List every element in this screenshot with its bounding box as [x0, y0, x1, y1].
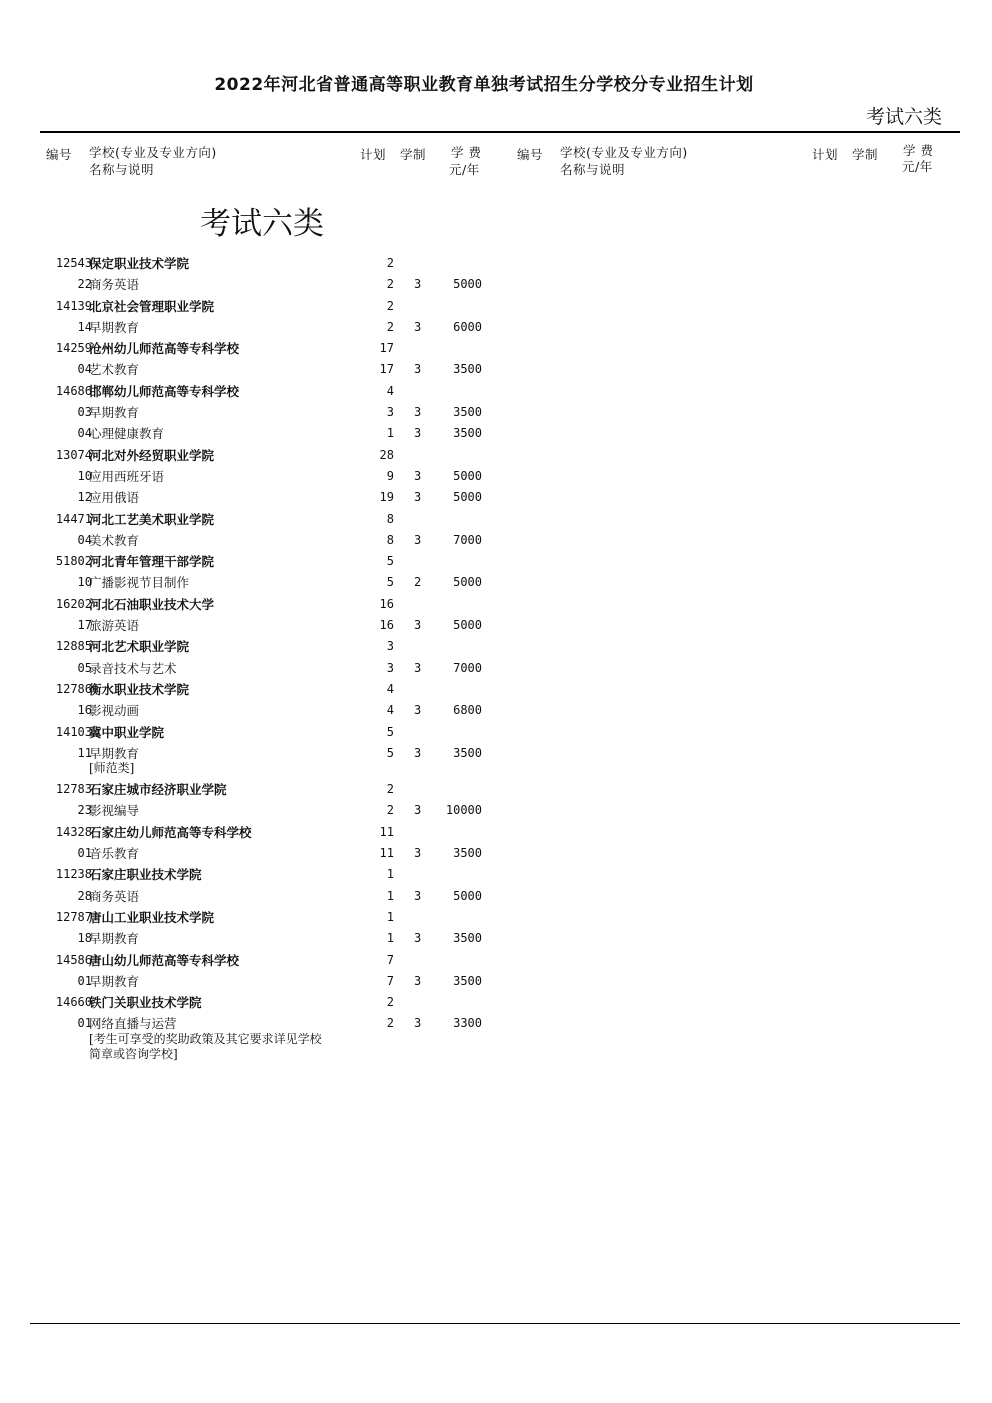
- plan-count: 17: [379, 341, 394, 356]
- major-code: 01: [77, 1016, 92, 1031]
- plan-count: 19: [379, 490, 394, 505]
- header-fee: 学 费: [903, 143, 934, 158]
- school-name: 保定职业技术学院: [89, 256, 190, 271]
- plan-count: 2: [386, 995, 394, 1010]
- plan-count: 1: [386, 867, 394, 882]
- school-code: 12543: [55, 256, 92, 270]
- plan-count: 5: [386, 745, 394, 760]
- tuition-fee: 5000: [453, 575, 482, 590]
- school-code: 51802: [55, 554, 92, 569]
- major-name: 影视动画: [89, 703, 140, 719]
- tuition-fee: 3500: [453, 426, 482, 441]
- major-row: [0, 928, 500, 949]
- major-name: 早期教育: [89, 931, 140, 947]
- header-code: 编号: [517, 147, 544, 162]
- school-code: 12885: [55, 639, 92, 654]
- major-name: 音乐教育: [89, 846, 140, 862]
- plan-count: 2: [386, 782, 394, 797]
- plan-count: 11: [379, 846, 394, 861]
- plan-count: 3: [386, 639, 394, 654]
- header-school: 学校(专业及专业方向): [89, 145, 217, 160]
- school-row: [0, 381, 500, 402]
- header-school: 学校(专业及专业方向): [560, 145, 688, 160]
- tuition-fee: 6000: [453, 319, 482, 334]
- tuition-fee: 10000: [445, 803, 482, 818]
- major-row: [0, 359, 500, 380]
- plan-count: 2: [386, 298, 394, 313]
- footer-divider: [30, 1323, 960, 1324]
- major-name: 早期教育: [89, 973, 140, 989]
- major-name: 应用西班牙语: [89, 468, 165, 484]
- study-years: 3: [414, 931, 422, 946]
- tuition-fee: 3300: [453, 1016, 482, 1031]
- major-name: 影视编导: [89, 803, 140, 819]
- major-row: [0, 530, 500, 551]
- major-row: [0, 402, 500, 423]
- tuition-fee: 3500: [453, 846, 482, 861]
- major-row: [0, 423, 500, 444]
- plan-count: 16: [379, 618, 394, 633]
- study-years: 3: [414, 362, 422, 377]
- enrollment-table: [0, 253, 500, 1065]
- plan-count: 5: [386, 554, 394, 569]
- school-name: 沧州幼儿师范高等专科学校: [89, 341, 240, 357]
- study-years: 3: [414, 888, 422, 903]
- major-code: 18: [77, 931, 92, 946]
- plan-count: 1: [386, 426, 394, 441]
- school-code: 13074: [55, 447, 92, 462]
- header-fee-unit: 元/年: [902, 159, 933, 174]
- school-row: [0, 907, 500, 928]
- plan-count: 5: [386, 724, 394, 739]
- school-row: [0, 253, 500, 274]
- school-row: [0, 338, 500, 359]
- plan-count: 7: [386, 952, 394, 967]
- school-row: [0, 509, 500, 530]
- school-name: 河北青年管理干部学院: [89, 554, 215, 570]
- major-name: 网络直播与运营: [89, 1016, 177, 1032]
- major-code: 04: [77, 426, 92, 441]
- study-years: 3: [414, 1016, 422, 1031]
- school-name: 北京社会管理职业学院: [89, 298, 215, 314]
- major-row: [0, 800, 500, 821]
- major-row: [0, 843, 500, 864]
- major-code: 01: [77, 973, 92, 988]
- major-name: 早期教育: [89, 405, 140, 421]
- plan-count: 28: [379, 447, 394, 462]
- plan-count: 4: [386, 681, 394, 696]
- major-code: 10: [77, 575, 92, 590]
- major-name: 艺术教育: [89, 362, 140, 378]
- header-code: 编号: [46, 147, 73, 162]
- school-code: 14103: [55, 724, 92, 739]
- major-row: [0, 971, 500, 992]
- school-code: 14586: [55, 952, 92, 967]
- major-code: 16: [77, 703, 92, 718]
- school-name: 石家庄幼儿师范高等专科学校: [89, 824, 252, 840]
- school-code: 14471: [55, 511, 92, 526]
- school-code: 14660: [55, 995, 92, 1010]
- tuition-fee: 3500: [453, 362, 482, 377]
- school-row: [0, 822, 500, 843]
- major-name: 录音技术与艺术: [89, 660, 177, 676]
- major-name: 美术教育: [89, 532, 140, 548]
- plan-count: 2: [386, 277, 394, 292]
- plan-count: 1: [386, 909, 394, 924]
- school-name: 铁门关职业技术学院: [89, 995, 202, 1011]
- school-code: 14139: [55, 298, 92, 313]
- study-years: 3: [414, 973, 422, 988]
- major-code: 05: [77, 660, 92, 675]
- study-years: 3: [414, 277, 422, 292]
- school-code: 14328: [55, 824, 92, 839]
- header-fee: 学 费: [451, 145, 482, 160]
- school-code: 16202: [55, 596, 92, 611]
- school-name: 河北石油职业技术大学: [89, 596, 215, 612]
- plan-count: 9: [386, 468, 394, 483]
- study-years: 3: [414, 803, 422, 818]
- major-row: [0, 487, 500, 508]
- school-code: 12783: [55, 782, 92, 797]
- major-name: 早期教育: [89, 319, 140, 335]
- header-fee-unit: 元/年: [449, 162, 480, 177]
- major-code: 12: [77, 490, 92, 505]
- major-row: [0, 886, 500, 907]
- tuition-fee: 7000: [453, 660, 482, 675]
- major-row: [0, 274, 500, 295]
- plan-count: 1: [386, 888, 394, 903]
- school-name: 石家庄职业技术学院: [89, 867, 202, 883]
- plan-count: 8: [386, 532, 394, 547]
- school-row: [0, 445, 500, 466]
- school-row: [0, 864, 500, 885]
- tuition-fee: 5000: [453, 888, 482, 903]
- category-label: 考试六类: [865, 106, 942, 128]
- major-name: 应用俄语: [89, 490, 140, 506]
- school-code: 11238: [55, 867, 92, 882]
- school-name: 唐山工业职业技术学院: [89, 909, 215, 925]
- header-plan: 计划: [812, 147, 839, 162]
- tuition-fee: 3500: [453, 745, 482, 760]
- major-name: 商务英语: [89, 888, 140, 904]
- study-years: 3: [414, 703, 422, 718]
- major-name: 广播影视节目制作: [89, 575, 190, 591]
- tuition-fee: 7000: [453, 532, 482, 547]
- tuition-fee: 5000: [453, 277, 482, 292]
- major-name: 旅游英语: [89, 618, 140, 634]
- plan-count: 11: [379, 824, 394, 839]
- school-name: 河北工艺美术职业学院: [89, 511, 215, 527]
- school-name: 冀中职业学院: [89, 724, 165, 740]
- major-code: 11: [77, 745, 92, 760]
- plan-count: 2: [386, 256, 394, 270]
- major-code: 10: [77, 468, 92, 483]
- major-code: 04: [77, 532, 92, 547]
- plan-count: 8: [386, 511, 394, 526]
- major-row: [0, 466, 500, 487]
- tuition-fee: 5000: [453, 468, 482, 483]
- major-code: 14: [77, 319, 92, 334]
- study-years: 3: [414, 426, 422, 441]
- school-name: 河北艺术职业学院: [89, 639, 190, 655]
- tuition-fee: 3500: [453, 405, 482, 420]
- study-years: 3: [414, 846, 422, 861]
- study-years: 3: [414, 532, 422, 547]
- school-name: 邯郸幼儿师范高等专科学校: [89, 383, 240, 399]
- school-row: [0, 679, 500, 700]
- plan-count: 4: [386, 703, 394, 718]
- plan-count: 4: [386, 383, 394, 398]
- major-code: 03: [77, 405, 92, 420]
- plan-count: 3: [386, 405, 394, 420]
- plan-count: 1: [386, 931, 394, 946]
- plan-count: 2: [386, 319, 394, 334]
- study-years: 3: [414, 319, 422, 334]
- major-name: 早期教育: [89, 745, 140, 761]
- tuition-fee: 5000: [453, 490, 482, 505]
- header-divider: [40, 131, 960, 133]
- major-name: 商务英语: [89, 277, 140, 293]
- plan-count: 16: [379, 596, 394, 611]
- document-title: 2022年河北省普通高等职业教育单独考试招生分学校分专业招生计划: [214, 75, 754, 95]
- study-years: 3: [414, 490, 422, 505]
- school-row: [0, 551, 500, 572]
- school-code: 12787: [55, 909, 92, 924]
- study-years: 3: [414, 468, 422, 483]
- school-code: 14259: [55, 341, 92, 356]
- major-code: 28: [77, 888, 92, 903]
- major-note: [师范类]: [89, 761, 135, 776]
- tuition-fee: 6800: [453, 703, 482, 718]
- major-row: [0, 658, 500, 679]
- major-row: [0, 700, 500, 721]
- school-code: 12786: [55, 681, 92, 696]
- major-code: 17: [77, 618, 92, 633]
- section-title: 考试六类: [200, 206, 324, 242]
- major-row: [0, 572, 500, 593]
- school-code: 14686: [55, 383, 92, 398]
- major-code: 23: [77, 803, 92, 818]
- study-years: 3: [414, 618, 422, 633]
- header-school-sub: 名称与说明: [560, 162, 626, 177]
- school-name: 石家庄城市经济职业学院: [89, 782, 227, 798]
- plan-count: 17: [379, 362, 394, 377]
- study-years: 3: [414, 405, 422, 420]
- school-name: 唐山幼儿师范高等专科学校: [89, 952, 240, 968]
- study-years: 3: [414, 660, 422, 675]
- header-plan: 计划: [360, 147, 387, 162]
- header-years: 学制: [400, 147, 427, 162]
- school-row: [0, 594, 500, 615]
- school-row: [0, 722, 500, 743]
- plan-count: 7: [386, 973, 394, 988]
- tuition-fee: 3500: [453, 931, 482, 946]
- header-years: 学制: [852, 147, 879, 162]
- header-school-sub: 名称与说明: [89, 162, 155, 177]
- major-row: [0, 317, 500, 338]
- school-row: [0, 779, 500, 800]
- school-row: [0, 950, 500, 971]
- plan-count: 3: [386, 660, 394, 675]
- study-years: 3: [414, 745, 422, 760]
- school-row: [0, 992, 500, 1013]
- plan-count: 2: [386, 1016, 394, 1031]
- major-code: 04: [77, 362, 92, 377]
- school-name: 衡水职业技术学院: [89, 681, 190, 697]
- major-code: 01: [77, 846, 92, 861]
- school-row: [0, 296, 500, 317]
- school-row: [0, 636, 500, 657]
- tuition-fee: 3500: [453, 973, 482, 988]
- plan-count: 2: [386, 803, 394, 818]
- plan-count: 5: [386, 575, 394, 590]
- tuition-fee: 5000: [453, 618, 482, 633]
- major-note: [考生可享受的奖助政策及其它要求详见学校 简章或咨询学校]: [89, 1031, 322, 1061]
- school-name: 河北对外经贸职业学院: [89, 447, 215, 463]
- study-years: 2: [414, 575, 422, 590]
- major-row: [0, 615, 500, 636]
- major-name: 心理健康教育: [89, 426, 165, 442]
- major-code: 22: [77, 277, 92, 292]
